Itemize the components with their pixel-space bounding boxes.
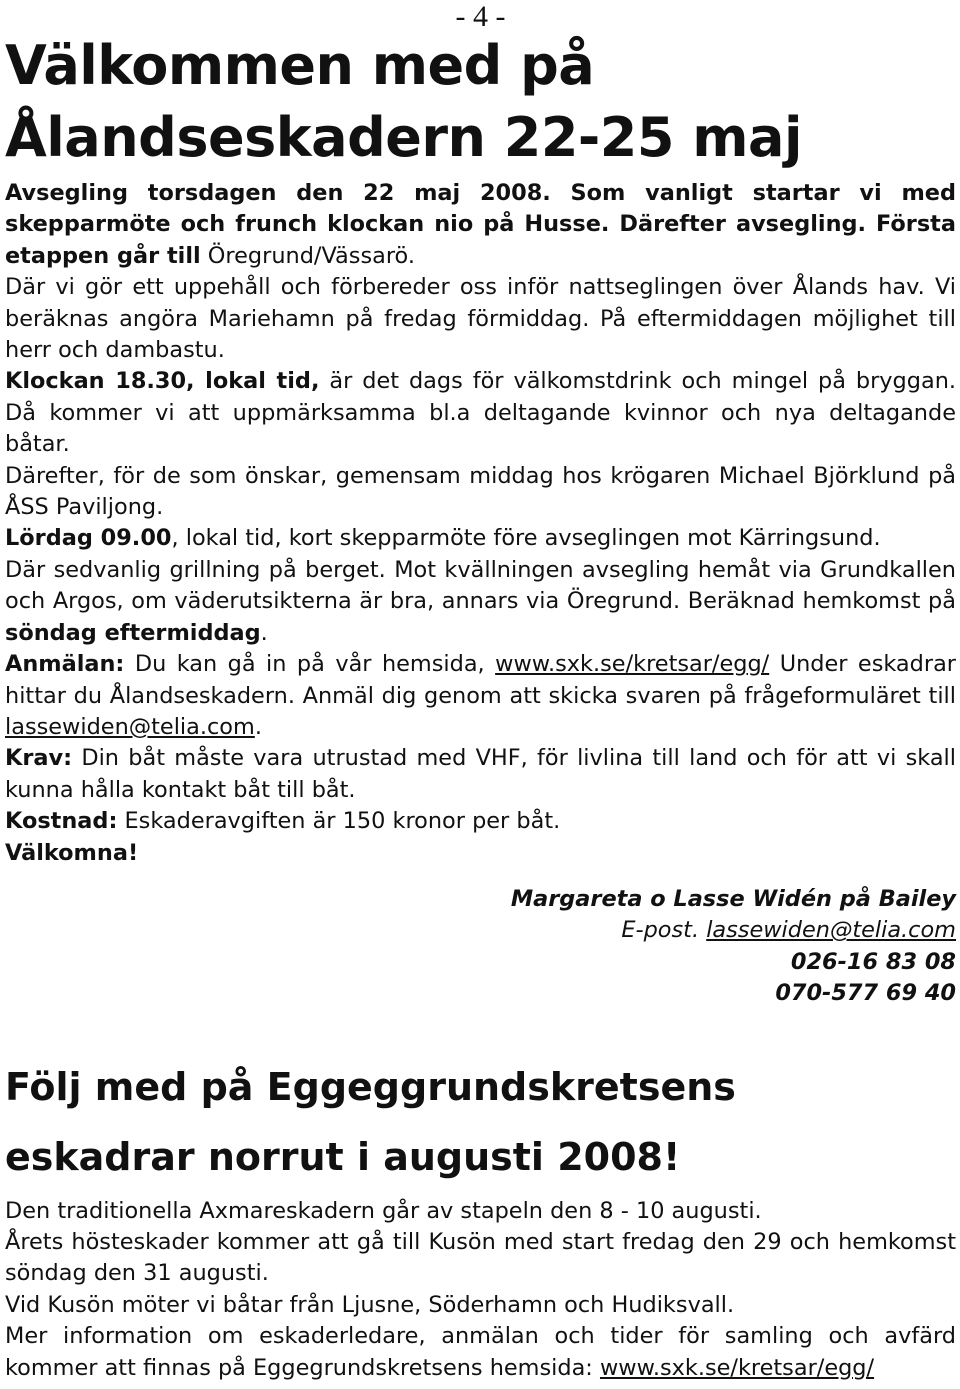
paragraph-departure (5, 178, 956, 272)
registration-text-a: Du kan gå in på vår hemsida, (124, 651, 496, 678)
time-1830: Klockan 18.30, lokal tid, (5, 368, 320, 395)
paragraph-axmar: Den traditionella Axmareskadern går av stapeln den 8 - 10 augusti. (5, 1197, 762, 1224)
departure-bold: Avsegling torsdagen den 22 maj 2008. Som vanligt startar vi med skepparmöte och frunch klockan nio på Husse. Därefter avsegling. Första etappen går till (5, 180, 956, 269)
paragraph-dinner: Därefter, för de som önskar, gemensam middag hos krögaren Michael Björklund på ÅSS Paviljong. (5, 462, 956, 521)
cost-label: Kostnad: (5, 808, 118, 835)
paragraph-requirements (5, 743, 956, 806)
return-end: . (260, 619, 268, 646)
section-heading-line-2: eskadrar norrut i augusti 2008! (5, 1134, 681, 1179)
signature-block (5, 884, 956, 1010)
saturday-time: Lördag 09.00 (5, 525, 172, 552)
email-link[interactable]: lassewiden@telia.com (5, 713, 255, 740)
signature-phone-2: 070-577 69 40 (775, 980, 956, 1007)
paragraph-welcome (5, 838, 956, 869)
signature-email-link[interactable]: lassewiden@telia.com (706, 917, 956, 944)
requirements-text: Din båt måste vara utrustad med VHF, för livlina till land och för att vi skall kunna hålla kontakt båt till båt. (5, 745, 956, 803)
paragraph-welcome-drink (5, 366, 956, 460)
saturday-text: , lokal tid, kort skepparmöte före avseglingen mot Kärringsund. (171, 525, 881, 552)
article-body (5, 178, 956, 869)
section-heading (5, 1052, 956, 1192)
paragraph-stopover: Där vi gör ett uppehåll och förbereder oss inför nattseglingen över Ålands hav. Vi beräknas angöra Mariehamn på fredag förmiddag. På eftermiddagen möjlighet till herr och dambastu. (5, 274, 956, 364)
paragraph-return (5, 555, 956, 649)
signature-email-line (5, 915, 956, 946)
registration-end: . (254, 713, 262, 740)
page-title (5, 30, 956, 174)
section-heading-line-1: Följ med på Eggeggrundskretsens (5, 1064, 736, 1109)
requirements-label: Krav: (5, 745, 73, 772)
registration-text-b: Under eskadrar hittar du Ålandseskadern. Anmäl dig genom att skicka svaren på frågeformuläret till (5, 651, 956, 709)
website-link[interactable]: www.sxk.se/kretsar/egg/ (495, 651, 770, 678)
registration-label: Anmälan: (5, 651, 125, 678)
email-label: E-post. (621, 917, 707, 944)
departure-rest: Öregrund/Vässarö. (200, 242, 415, 269)
more-info-text: Mer information om eskaderledare, anmälan och tider för samling och avfärd kommer att finnas på Eggegrundskretsens hemsida: (5, 1323, 956, 1381)
section-body (5, 1196, 956, 1384)
return-text: Där sedvanlig grillning på berget. Mot kvällningen avsegling hemåt via Grundkallen och Argos, om väderutsikterna är bra, annars via Öregrund. Beräknad hemkomst på (5, 556, 956, 615)
paragraph-cost (5, 806, 956, 837)
title-line-2: Ålandseskadern 22-25 maj (5, 106, 802, 169)
paragraph-saturday (5, 523, 956, 554)
return-day: söndag eftermiddag (5, 619, 261, 646)
title-line-1: Välkommen med på (5, 34, 595, 97)
paragraph-kuson: Årets hösteskader kommer att gå till Kusön med start fredag den 29 och hemkomst söndag den 31 augusti. (5, 1228, 956, 1287)
paragraph-more-info (5, 1321, 956, 1384)
cost-text: Eskaderavgiften är 150 kronor per båt. (117, 808, 561, 835)
welcome-drink-text: är det dags för välkomstdrink och mingel på bryggan. Då kommer vi att uppmärksamma bl.a deltagande kvinnor och nya deltagande båtar. (5, 368, 956, 458)
paragraph-registration (5, 649, 956, 743)
signature-name: Margareta o Lasse Widén på Bailey (510, 885, 956, 912)
welcome-text: Välkomna! (5, 839, 139, 866)
paragraph-meet-boats: Vid Kusön möter vi båtar från Ljusne, Söderhamn och Hudiksvall. (5, 1291, 735, 1318)
section-website-link[interactable]: www.sxk.se/kretsar/egg/ (599, 1354, 875, 1381)
page-number: - 4 - (455, 0, 506, 33)
signature-phone-1: 026-16 83 08 (790, 948, 956, 975)
